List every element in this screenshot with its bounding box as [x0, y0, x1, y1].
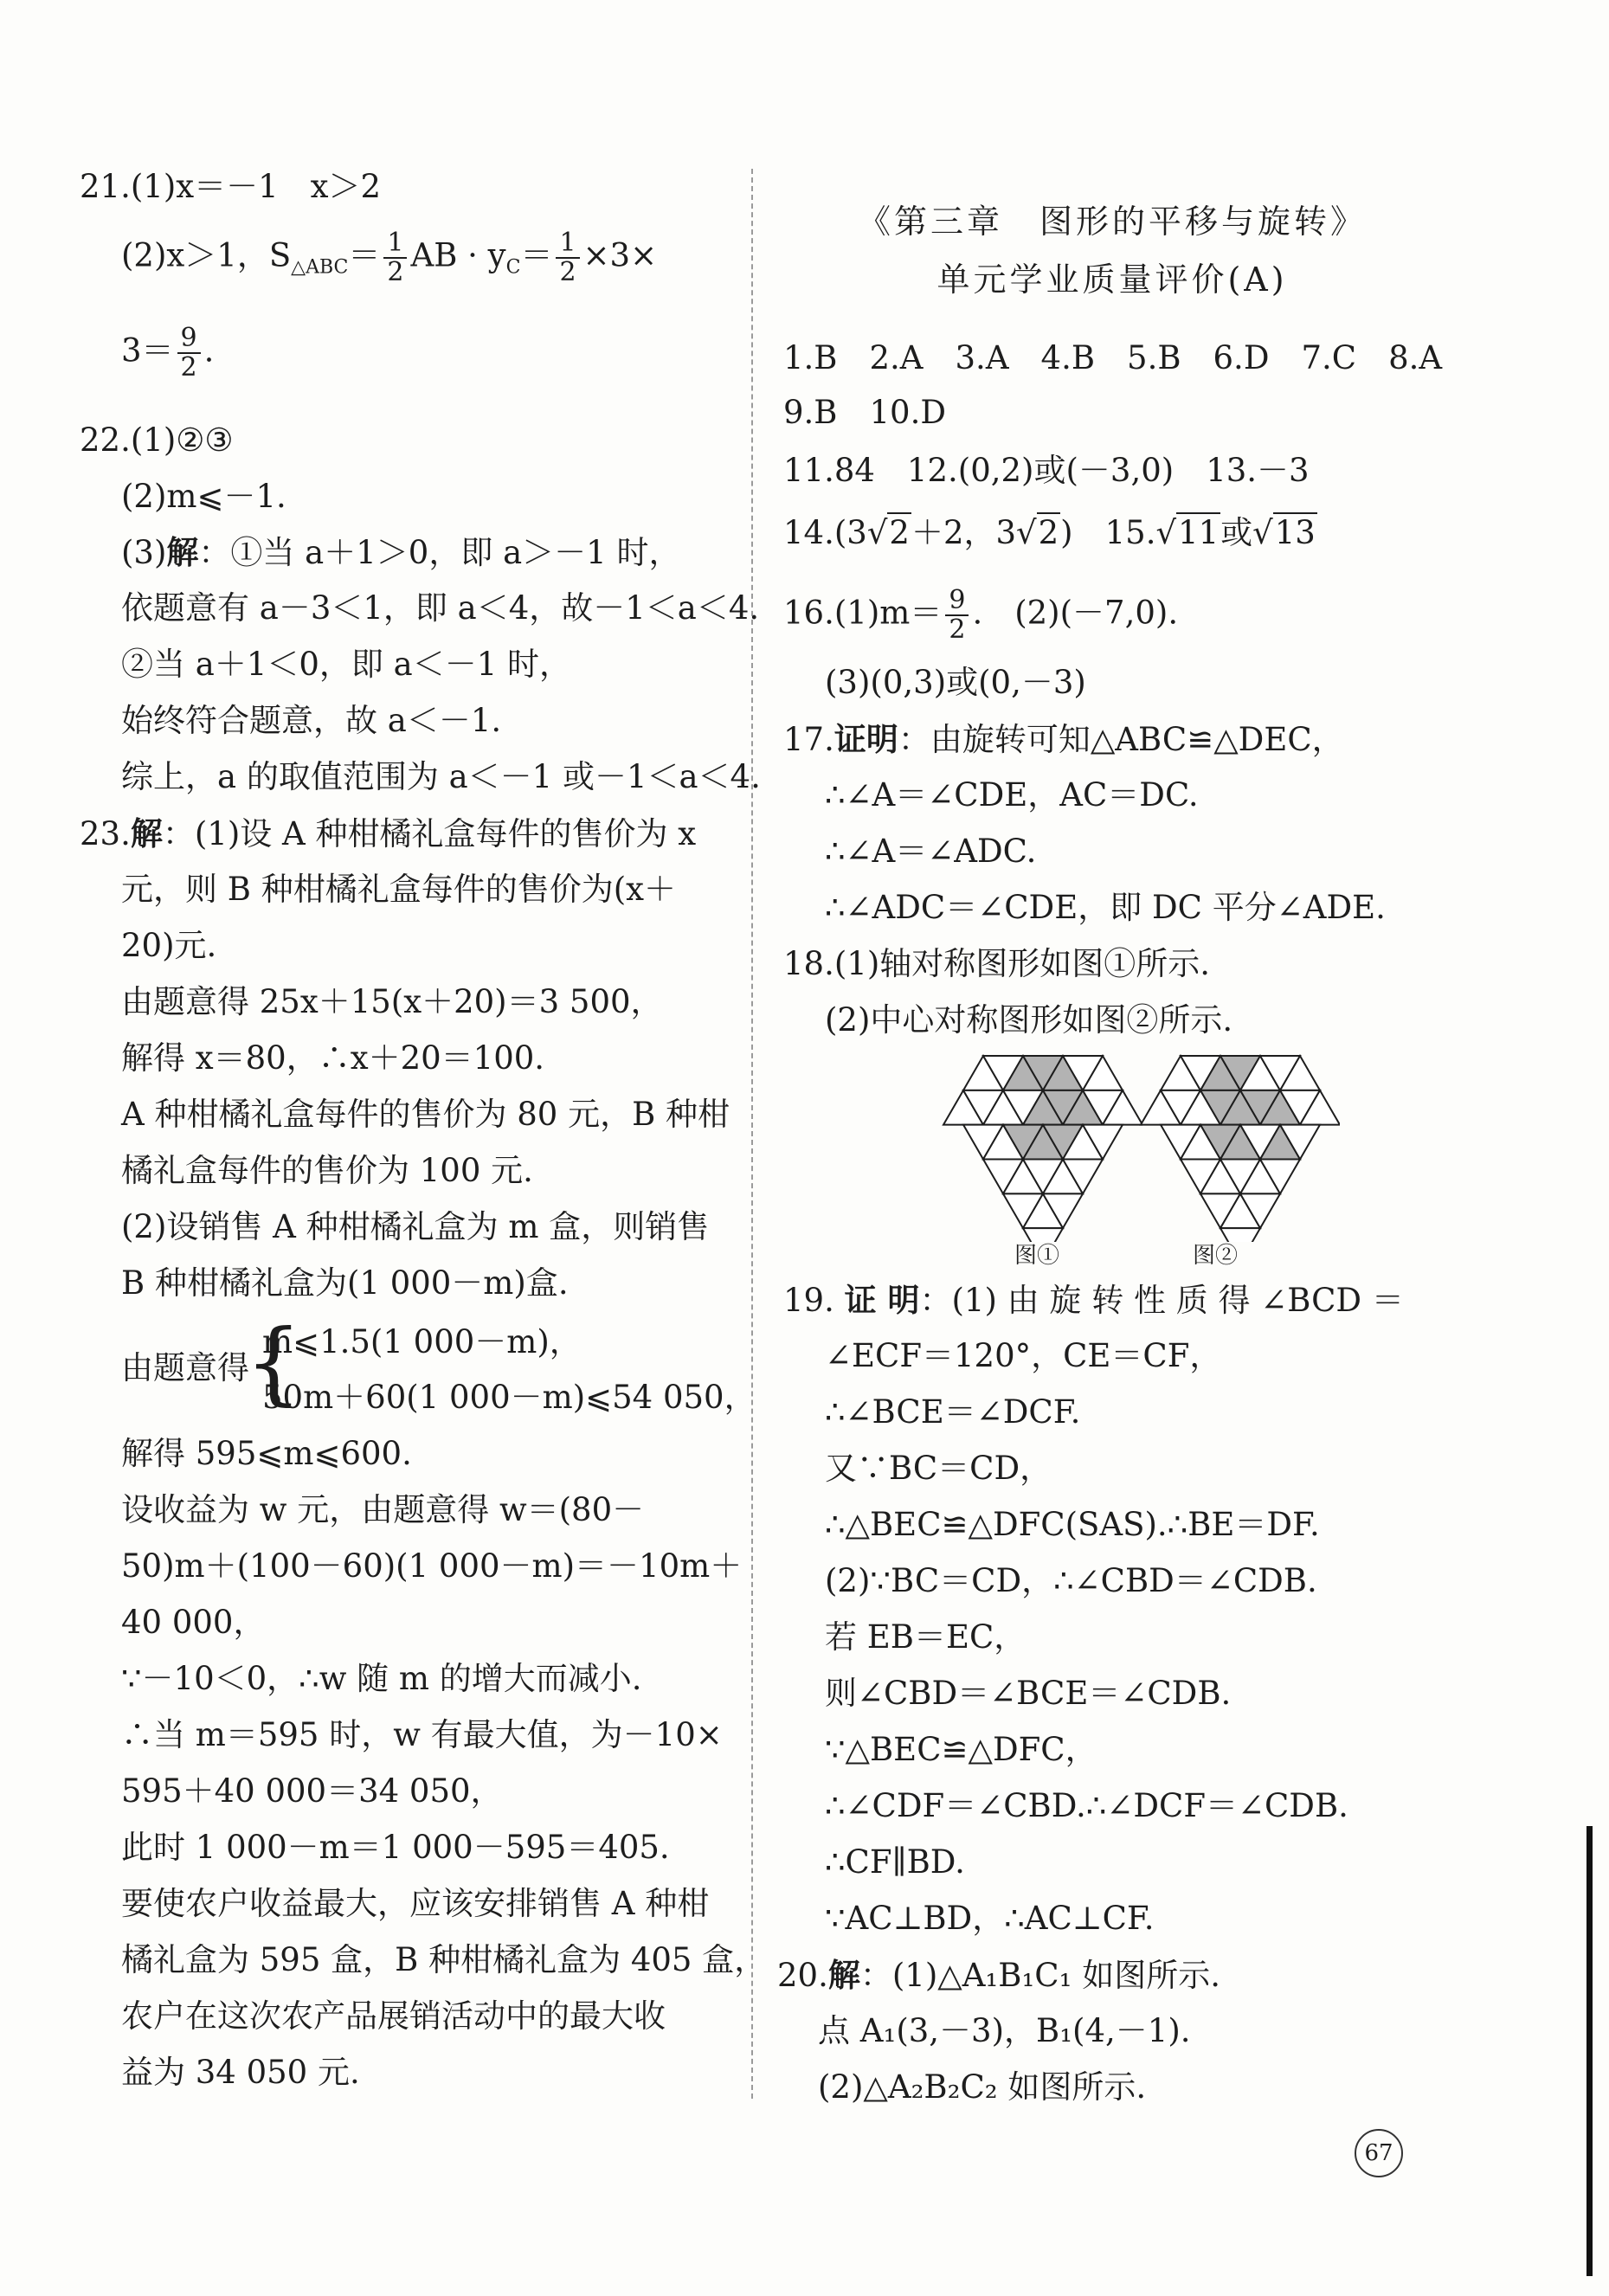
page-edge-shadow — [1586, 1826, 1593, 2276]
q23-line4: 由题意得 25x＋15(x＋20)＝3 500， — [121, 983, 663, 1020]
denominator: 2 — [180, 352, 197, 383]
numerator: 9 — [945, 587, 969, 616]
text: ×3× — [582, 236, 658, 274]
q23-line11: 设收益为 w 元，由题意得 w＝(80－ — [121, 1491, 645, 1528]
answer-16-line1 — [783, 587, 1178, 644]
answer-18-line2: (2)中心对称图形如图②所示. — [825, 1001, 1233, 1039]
radicand: 11 — [1178, 514, 1220, 551]
answers-1-8: 1.B 2.A 3.A 4.B 5.B 6.D 7.C 8.A — [783, 339, 1443, 376]
q23-line16: 595＋40 000＝34 050， — [121, 1772, 503, 1810]
text: (2)x＞1，S — [121, 236, 292, 274]
text: ：(1) 由 旋 转 性 质 得 ∠BCD ＝ — [919, 1282, 1404, 1319]
fraction — [383, 229, 407, 286]
answer-19-line12: ∵AC⊥BD，∴AC⊥CF. — [825, 1900, 1155, 1937]
q23-line2: 元，则 B 种柑橘礼盒每件的售价为(x＋ — [121, 871, 677, 908]
answer-19-line2: ∠ECF＝120°，CE＝CF， — [825, 1337, 1222, 1374]
text: 20. — [777, 1957, 828, 1994]
chapter-title: 《第三章 图形的平移与旋转》 — [857, 203, 1367, 241]
radicand: 13 — [1274, 514, 1316, 551]
q23-line3: 20)元. — [121, 927, 217, 964]
q21-line2 — [121, 229, 657, 289]
text: 17. — [783, 721, 834, 758]
q23-line18: 要使农户收益最大，应该安排销售 A 种柑 — [121, 1885, 710, 1922]
answer-19-line4: 又∵BC＝CD， — [825, 1450, 1052, 1487]
column-divider — [751, 169, 753, 2099]
denominator: 2 — [559, 257, 576, 287]
q23-system-eq2: 50m＋60(1 000－m)⩽54 050， — [262, 1379, 756, 1416]
text: 3＝ — [121, 331, 174, 370]
answers-9-10: 9.B 10.D — [783, 394, 946, 431]
answer-18-line1: 18.(1)轴对称图形如图①所示. — [783, 945, 1211, 982]
bold-label: 证 明 — [844, 1281, 920, 1319]
answer-17-line3: ∴∠A＝∠ADC. — [825, 833, 1037, 870]
answer-19-line5: ∴△BEC≌△DFC(SAS).∴BE＝DF. — [825, 1506, 1320, 1543]
answer-19-line9: ∵△BEC≌△DFC， — [825, 1731, 1097, 1768]
fraction — [945, 587, 969, 644]
text: ：①当 a＋1＞0，即 a＞－1 时， — [198, 534, 681, 571]
answers-14-15: 14.(3√2＋2，3√2) 15.√11或√13 — [783, 514, 1316, 551]
q23-line1 — [80, 813, 696, 855]
radicand: 2 — [889, 514, 910, 551]
figure-2-caption: 图② — [1193, 1243, 1239, 1269]
figure-1-axis-symmetry — [935, 1052, 1142, 1242]
q22-line6: 始终符合题意，故 a＜－1. — [121, 702, 502, 739]
text: 16.(1)m＝ — [783, 594, 943, 632]
text: 14.(3 — [783, 514, 867, 551]
text: ：(1)设 A 种柑橘礼盒每件的售价为 x — [162, 815, 697, 852]
q23-line14: ∵－10＜0，∴w 随 m 的增大而减小. — [121, 1660, 642, 1697]
text: ：由旋转可知△ABC≌△DEC， — [898, 721, 1344, 758]
q22-line4: 依题意有 a－3＜1，即 a＜4，故－1＜a＜4. — [121, 589, 760, 627]
q23-line5: 解得 x＝80，∴x＋20＝100. — [121, 1039, 545, 1077]
text: . — [203, 331, 215, 370]
text: 或 — [1220, 514, 1253, 551]
q23-system-eq1: m⩽1.5(1 000－m)， — [262, 1323, 582, 1360]
q23-line6: A 种柑橘礼盒每件的售价为 80 元，B 种柑 — [121, 1096, 730, 1133]
denominator: 2 — [387, 257, 404, 287]
subscript: △ABC — [291, 256, 349, 279]
q23-line10: 解得 595⩽m⩽600. — [121, 1435, 412, 1472]
section-title: 单元学业质量评价(A) — [936, 260, 1288, 299]
numerator: 1 — [383, 229, 407, 259]
fraction — [177, 325, 201, 382]
bold-label: 解 — [130, 814, 163, 852]
text: AB · y — [410, 236, 506, 274]
answers-11-13: 11.84 12.(0,2)或(－3,0) 13.－3 — [783, 452, 1310, 489]
q23-line15: ∴当 m＝595 时，w 有最大值，为－10× — [121, 1716, 723, 1753]
bold-label: 解 — [166, 533, 199, 571]
denominator: 2 — [949, 614, 966, 645]
fraction — [556, 229, 579, 286]
bold-label: 解 — [827, 1956, 860, 1994]
text: ＝ — [520, 236, 553, 274]
bold-label: 证明 — [833, 720, 898, 758]
figure-1-caption: 图① — [1014, 1243, 1060, 1269]
text: ：(1)△A₁B₁C₁ 如图所示. — [859, 1957, 1220, 1994]
answer-17-line2: ∴∠A＝∠CDE，AC＝DC. — [825, 776, 1199, 814]
q22-line3 — [121, 531, 680, 574]
answer-19-line6: (2)∵BC＝CD，∴∠CBD＝∠CDB. — [825, 1562, 1317, 1599]
answer-19-line8: 则∠CBD＝∠BCE＝∠CDB. — [825, 1675, 1232, 1712]
text: (3) — [121, 534, 167, 571]
answer-20-line3: (2)△A₂B₂C₂ 如图所示. — [818, 2068, 1147, 2106]
q23-line21: 益为 34 050 元. — [121, 2054, 360, 2091]
system-brace: { — [245, 1309, 303, 1415]
q23-line19: 橘礼盒为 595 盒，B 种柑橘礼盒为 405 盒， — [121, 1941, 767, 1978]
answer-17-line4: ∴∠ADC＝∠CDE，即 DC 平分∠ADE. — [825, 889, 1386, 926]
q23-line8: (2)设销售 A 种柑橘礼盒为 m 盒，则销售 — [121, 1208, 710, 1245]
text: 19. — [783, 1282, 845, 1319]
text: ＝ — [348, 236, 381, 274]
text: ＋2，3 — [911, 514, 1017, 551]
q22-line7: 综上，a 的取值范围为 a＜－1 或－1＜a＜4. — [121, 758, 761, 795]
q22-line5: ②当 a＋1＜0，即 a＜－1 时， — [121, 646, 572, 683]
answer-19-line11: ∴CF∥BD. — [825, 1843, 965, 1881]
q21-line1: 21.(1)x＝－1 x＞2 — [80, 168, 382, 205]
answer-19-line10: ∴∠CDF＝∠CBD.∴∠DCF＝∠CDB. — [825, 1787, 1348, 1824]
q21-line3 — [121, 325, 214, 382]
answer-19-line7: 若 EB＝EC， — [825, 1618, 1027, 1656]
q23-line9: B 种柑橘礼盒为(1 000－m)盒. — [121, 1264, 569, 1302]
q22-line2: (2)m⩽－1. — [121, 478, 286, 515]
radicand: 2 — [1038, 514, 1059, 551]
q23-line12: 50)m＋(100－60)(1 000－m)＝－10m＋ — [121, 1547, 743, 1585]
answer-20-line2: 点 A₁(3,－3)，B₁(4,－1). — [818, 2012, 1191, 2049]
numerator: 1 — [556, 229, 579, 259]
q23-line7: 橘礼盒每件的售价为 100 元. — [121, 1152, 533, 1189]
figure-2-central-symmetry — [1132, 1052, 1340, 1242]
q23-system-label: 由题意得 — [121, 1349, 249, 1386]
answer-19-line1 — [783, 1279, 1404, 1322]
answer-16-line2: (3)(0,3)或(0,－3) — [825, 664, 1086, 701]
numerator: 9 — [177, 325, 201, 354]
q23-line17: 此时 1 000－m＝1 000－595＝405. — [121, 1829, 670, 1866]
answer-17-line1 — [783, 718, 1344, 761]
page-number: 67 — [1355, 2129, 1403, 2177]
q23-line20: 农户在这次农产品展销活动中的最大收 — [121, 1997, 666, 2035]
q22-line1: 22.(1)②③ — [80, 421, 234, 459]
answer-19-line3: ∴∠BCE＝∠DCF. — [825, 1393, 1081, 1431]
text: . (2)(－7,0). — [972, 594, 1179, 632]
subscript: C — [505, 256, 521, 279]
text: ) 15. — [1060, 514, 1156, 551]
answer-20-line1 — [777, 1954, 1220, 1997]
q23-line13: 40 000， — [121, 1604, 266, 1641]
text: 23. — [80, 815, 131, 852]
